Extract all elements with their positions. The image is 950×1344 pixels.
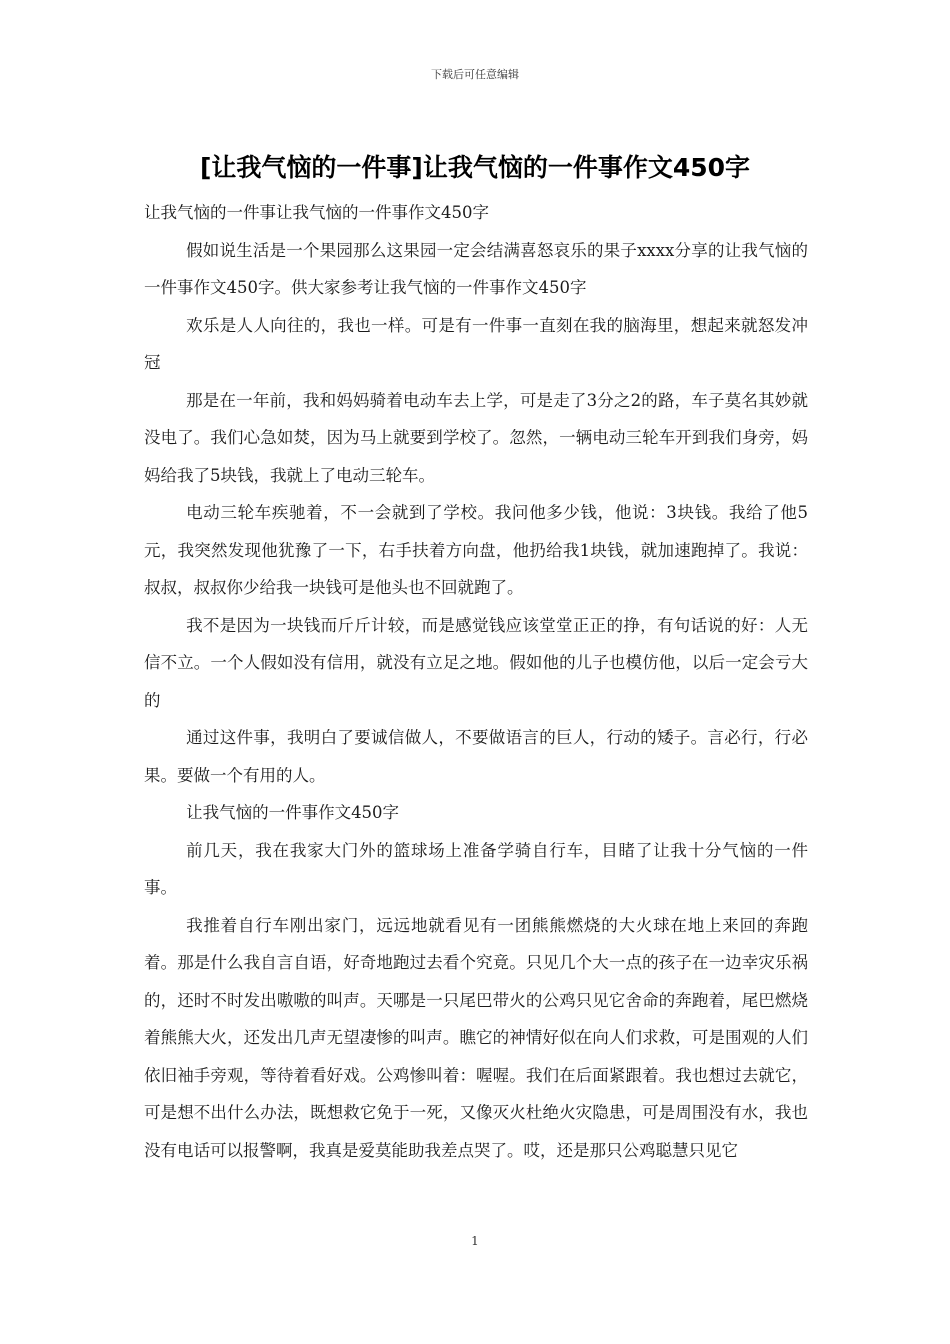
paragraph: 电动三轮车疾驰着，不一会就到了学校。我问他多少钱，他说：3块钱。我给了他5元，我突然发现他犹豫了一下，右手扶着方向盘，他扔给我1块钱，就加速跑掉了。我说：叔叔，叔叔你少给我一块钱可是他头也不回就跑了。 — [144, 503, 808, 597]
document-body — [144, 194, 808, 1169]
paragraph: 欢乐是人人向往的，我也一样。可是有一件事一直刻在我的脑海里，想起来就怒发冲冠 — [144, 315, 808, 372]
paragraph-subtitle: 让我气恼的一件事让我气恼的一件事作文450字 — [144, 203, 489, 222]
paragraph: 我推着自行车刚出家门，远远地就看见有一团熊熊燃烧的大火球在地上来回的奔跑着。那是什么我自言自语，好奇地跑过去看个究竟。只见几个大一点的孩子在一边幸灾乐祸的，还时不时发出嗷嗷的叫声。天哪是一只尾巴带火的公鸡只见它舍命的奔跑着，尾巴燃烧着熊熊大火，还发出几声无望凄惨的叫声。瞧它的神情好似在向人们求救，可是围观的人们依旧袖手旁观，等待着看好戏。公鸡惨叫着：喔喔。我们在后面紧跟着。我也想过去就它，可是想不出什么办法，既想救它免于一死，又像灭火杜绝火灾隐患，可是周围没有水，我也没有电话可以报警啊，我真是爱莫能助我差点哭了。哎，还是那只公鸡聪慧只见它 — [144, 915, 808, 1160]
paragraph: 前几天，我在我家大门外的篮球场上准备学骑自行车，目睹了让我十分气恼的一件事。 — [144, 840, 808, 897]
page-number: 1 — [471, 1234, 479, 1248]
paragraph: 通过这件事，我明白了要诚信做人，不要做语言的巨人，行动的矮子。言必行，行必果。要做一个有用的人。 — [144, 728, 808, 785]
document-title: [让我气恼的一件事]让我气恼的一件事作文450字 — [199, 153, 751, 182]
section-heading: 让我气恼的一件事作文450字 — [186, 803, 400, 822]
paragraph: 我不是因为一块钱而斤斤计较，而是感觉钱应该堂堂正正的挣，有句话说的好：人无信不立。一个人假如没有信用，就没有立足之地。假如他的儿子也模仿他，以后一定会亏大的 — [144, 615, 808, 710]
paragraph: 假如说生活是一个果园那么这果园一定会结满喜怒哀乐的果子xxxx分享的让我气恼的一件事作文450字。供大家参考让我气恼的一件事作文450字 — [144, 240, 808, 297]
paragraph: 那是在一年前，我和妈妈骑着电动车去上学，可是走了3分之2的路，车子莫名其妙就没电了。我们心急如焚，因为马上就要到学校了。忽然，一辆电动三轮车开到我们身旁，妈妈给我了5块钱，我就上了电动三轮车。 — [144, 390, 808, 485]
page-header: 下载后可任意编辑 — [431, 68, 519, 81]
